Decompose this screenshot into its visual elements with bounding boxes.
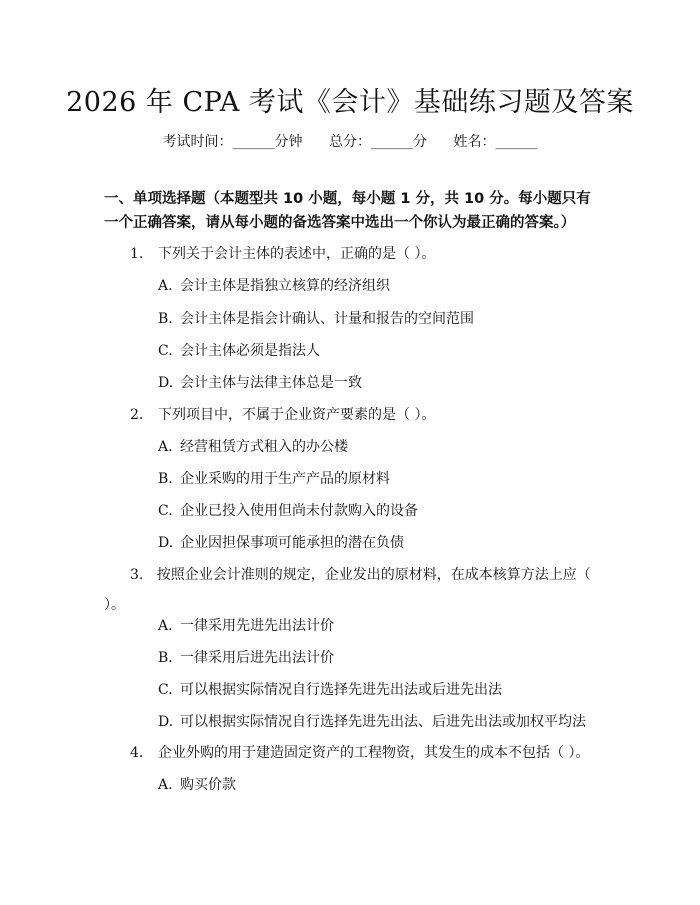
question-text: 企业外购的用于建造固定资产的工程物资，其发生的成本不包括（ ）。 [158, 745, 590, 761]
total-score-field: 总分：______分 [329, 134, 427, 150]
option-1c [158, 340, 598, 362]
option-letter: D. [158, 714, 174, 730]
option-text: 会计主体与法律主体总是一致 [180, 375, 362, 391]
option-text: 经营租赁方式租入的办公楼 [180, 439, 348, 455]
option-letter: B. [158, 471, 173, 487]
option-4a [158, 774, 598, 796]
option-3a [158, 615, 598, 637]
option-text: 企业采购的用于生产产品的原材料 [180, 471, 390, 487]
option-text: 可以根据实际情况自行选择先进先出法或后进先出法 [180, 682, 502, 698]
option-text: 会计主体是指会计确认、计量和报告的空间范围 [180, 311, 474, 327]
option-text: 一律采用后进先出法计价 [180, 650, 334, 666]
page-title: 2026 年 CPA 考试《会计》基础练习题及答案 [66, 87, 634, 118]
option-letter: D. [158, 535, 174, 551]
option-letter: B. [158, 311, 173, 327]
option-text: 会计主体是指独立核算的经济组织 [180, 278, 390, 294]
question-4 [130, 742, 600, 764]
option-text: 购买价款 [180, 777, 236, 793]
option-text: 可以根据实际情况自行选择先进先出法、后进先出法或加权平均法 [180, 714, 586, 730]
option-1a [158, 275, 598, 297]
question-text: 下列项目中，不属于企业资产要素的是（ ）。 [158, 407, 436, 423]
option-letter: A. [158, 278, 173, 294]
question-text: 按照企业会计准则的规定，企业发出的原材料，在成本核算方法上应（ ）。 [104, 567, 591, 613]
section-header: 一、单项选择题（本题型共 10 小题，每小题 1 分，共 10 分。每小题只有一个正确答案，请从每小题的备选答案中选出一个你认为最正确的答案。） [104, 191, 591, 231]
option-letter: A. [158, 777, 173, 793]
option-3b [158, 647, 598, 669]
option-letter: A. [158, 618, 173, 634]
student-name-field: 姓名：______ [453, 134, 538, 150]
option-2b [158, 468, 598, 490]
option-2d [158, 532, 598, 554]
option-1b [158, 308, 598, 330]
option-text: 企业因担保事项可能承担的潜在负债 [180, 535, 404, 551]
question-3 [104, 560, 596, 620]
option-letter: A. [158, 439, 173, 455]
exam-meta [0, 131, 700, 151]
option-3d [158, 711, 598, 733]
option-1d [158, 372, 598, 394]
exam-time-field: 考试时间：______分钟 [162, 134, 303, 150]
question-number: 1. [130, 246, 144, 262]
question-number: 3. [130, 567, 144, 583]
question-2 [130, 404, 600, 426]
option-text: 企业已投入使用但尚未付款购入的设备 [180, 503, 418, 519]
question-text: 下列关于会计主体的表述中，正确的是（ ）。 [158, 246, 436, 262]
option-2a [158, 436, 598, 458]
question-number: 2. [130, 407, 144, 423]
option-letter: C. [158, 682, 173, 698]
option-letter: C. [158, 343, 173, 359]
option-text: 会计主体必须是指法人 [180, 343, 320, 359]
question-number: 4. [130, 745, 144, 761]
option-letter: B. [158, 650, 173, 666]
option-2c [158, 500, 598, 522]
option-letter: D. [158, 375, 174, 391]
question-1 [130, 243, 600, 265]
option-3c [158, 679, 598, 701]
option-text: 一律采用先进先出法计价 [180, 618, 334, 634]
option-letter: C. [158, 503, 173, 519]
